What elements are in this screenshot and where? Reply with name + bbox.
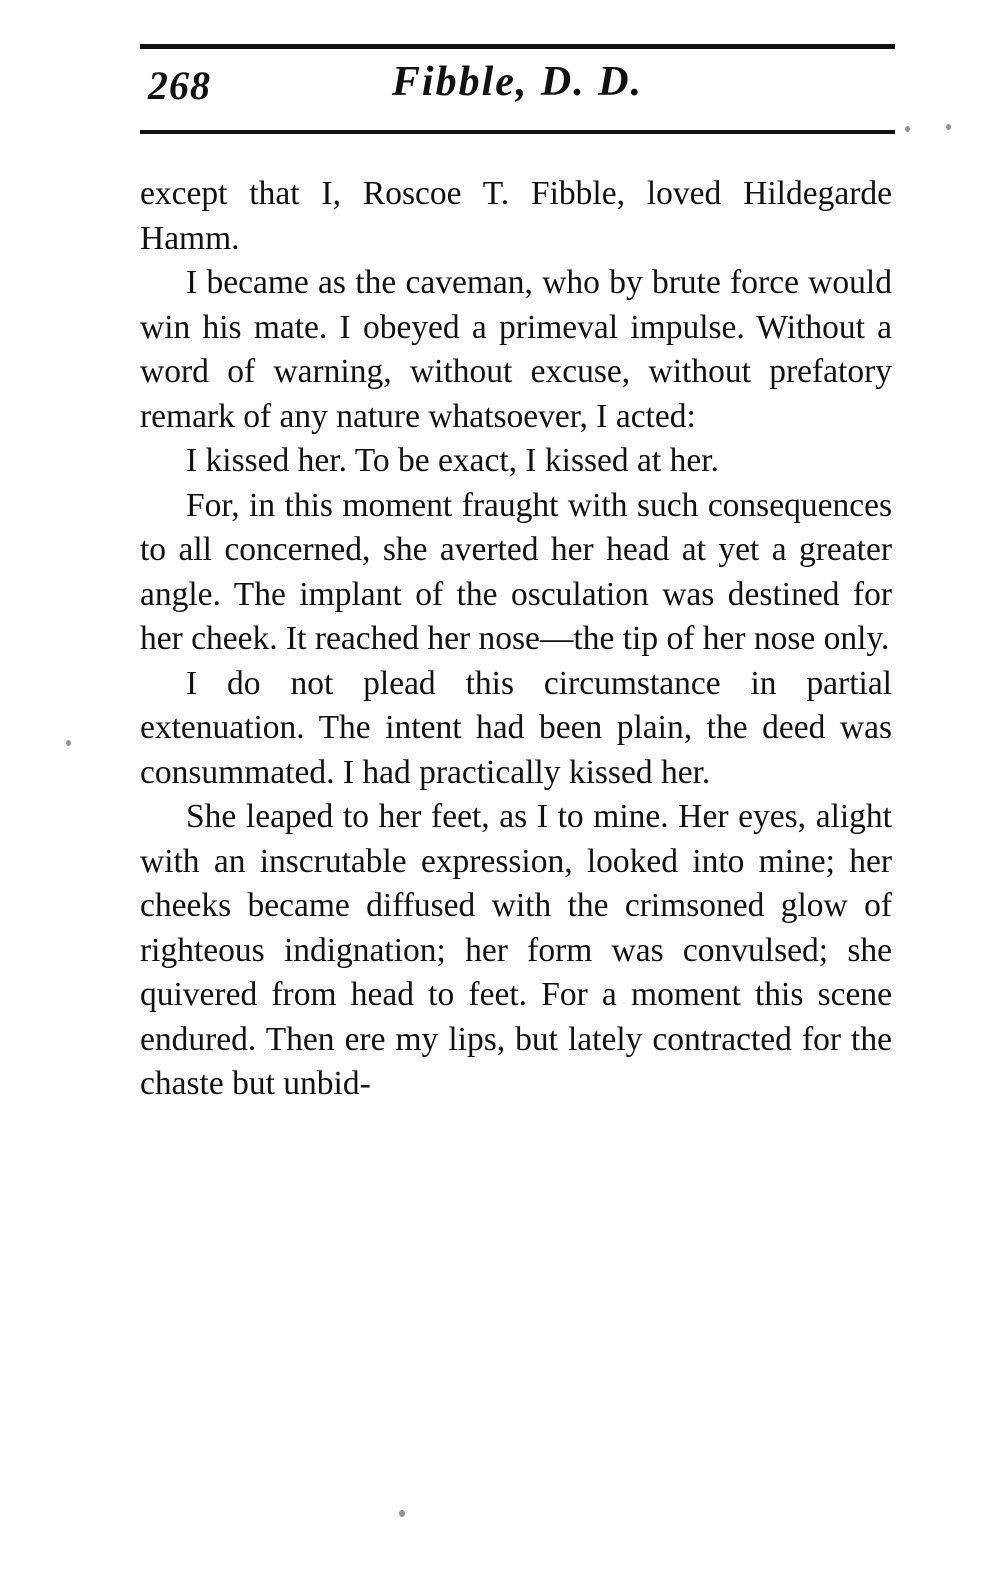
scan-speck [399,1510,405,1517]
header-rule-top [140,44,895,49]
paragraph: I became as the caveman, who by brute force would win his mate. I obeyed a primeval impulse. Without a word of warning, without excuse, without prefatory remark of any nature whatsoever, I acted: [140,264,892,435]
scan-speck [946,124,951,130]
page-number: 268 [148,63,211,108]
scan-speck [66,740,71,746]
running-title: Fibble, D. D. [391,59,644,105]
header-rule-bottom [140,130,895,134]
scan-speck [905,126,910,132]
paragraph: I do not plead this circumstance in partial extenuation. The intent had been plain, the deed was consummated. I had practically kissed her. [140,664,892,791]
paragraph: except that I, Roscoe T. Fibble, loved Hildegarde Hamm. [140,175,892,257]
paragraph: She leaped to her feet, as I to mine. Her eyes, alight with an inscrutable expression, looked into mine; her cheeks became diffused with the crimsoned glow of righteous indignation; her form was convulsed; she quivered from head to feet. For a moment this scene endured. Then ere my lips, but lately contracted for the chaste but unbid- [140,798,892,1102]
body-text [140,172,892,1107]
paragraph: For, in this moment fraught with such consequences to all concerned, she averted her head at yet a greater angle. The implant of the osculation was destined for her cheek. It reached her nose—the tip of her nose only. [140,486,892,657]
running-head [140,54,895,126]
paragraph: I kissed her. To be exact, I kissed at her. [186,442,719,479]
